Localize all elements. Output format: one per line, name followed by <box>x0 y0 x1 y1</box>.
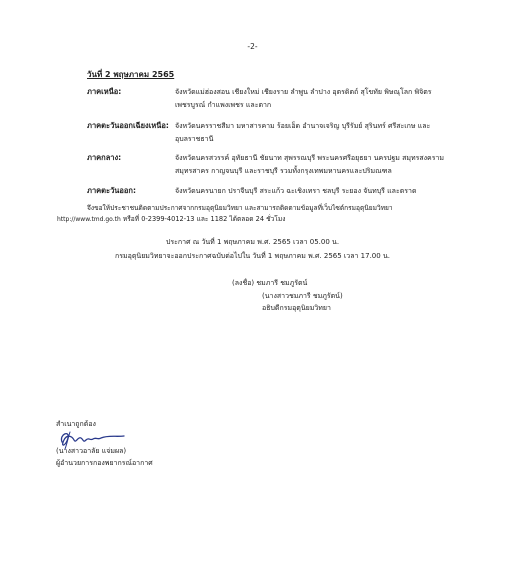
date-heading: วันที่ 2 พฤษภาคม 2565 <box>87 70 175 79</box>
note-line: จึงขอให้ประชาชนติดตามประกาศจากกรมอุตุนิยมวิทยา และสามารถติดตามข้อมูลที่เว็บไซต์กรมอุตุนิยมวิทยา <box>87 204 393 212</box>
signatory-title: อธิบดีกรมอุตุนิยมวิทยา <box>262 304 331 312</box>
region-line: จังหวัดนครสวรรค์ อุทัยธานี ชัยนาท สุพรรณบุรี พระนครศรีอยุธยา นครปฐม สมุทรสงคราม <box>175 154 445 162</box>
next-issue-line: กรมอุตุนิยมวิทยาจะออกประกาศฉบับต่อไปใน วันที่ 1 พฤษภาคม พ.ศ. 2565 เวลา 17.00 น. <box>115 252 390 260</box>
region-provinces <box>175 120 467 145</box>
advisory-note <box>57 203 477 225</box>
signatory-name: (นางสาวชมภารี ชมภูรัตน์) <box>262 291 343 300</box>
region-name: ภาคตะวันออก: <box>87 186 136 195</box>
region-line: จังหวัดแม่ฮ่องสอน เชียงใหม่ เชียงราย ลำพูน ลำปาง อุตรดิตถ์ สุโขทัย พิษณุโลก พิจิตร <box>175 88 432 96</box>
page-number: -2- <box>247 42 258 51</box>
certified-label: สำเนาถูกต้อง <box>56 420 96 428</box>
website-link[interactable]: http://www.tmd.go.th <box>57 216 121 223</box>
region-provinces <box>175 152 467 177</box>
region-provinces <box>175 86 467 111</box>
region-line: จังหวัดนครราชสีมา มหาสารคาม ร้อยเอ็ด อำนาจเจริญ บุรีรัมย์ สุรินทร์ ศรีสะเกษ และ <box>175 122 431 130</box>
region-name: ภาคกลาง: <box>87 153 122 162</box>
region-name: ภาคเหนือ: <box>87 87 122 96</box>
announce-line: ประกาศ ณ วันที่ 1 พฤษภาคม พ.ศ. 2565 เวลา 05.00 น. <box>165 238 340 246</box>
region-provinces <box>175 185 467 198</box>
region-line: จังหวัดนครนายก ปราจีนบุรี สระแก้ว ฉะเชิงเทรา ชลบุรี ระยอง จันทบุรี และตราด <box>175 187 417 195</box>
note-line <box>57 214 477 225</box>
region-line: สมุทรสาคร กาญจนบุรี และราชบุรี รวมทั้งกรุงเทพมหานครและปริมณฑล <box>175 166 392 175</box>
note-contact: หรือที่ 0-2399-4012-13 และ 1182 ได้ตลอด 24 ชั่วโมง <box>120 215 286 223</box>
region-name: ภาคตะวันออกเฉียงเหนือ: <box>87 121 169 130</box>
certifier-name: (นางสาวอาลัย แจ่มผล) <box>56 446 127 455</box>
signature-block <box>232 277 343 315</box>
signed-line: (ลงชื่อ) ชมภารี ชมภูรัตน์ <box>232 279 308 287</box>
handwritten-signature-icon <box>56 428 126 450</box>
region-line: เพชรบูรณ์ กำแพงเพชร และตาก <box>175 100 272 109</box>
region-line: อุบลราชธานี <box>175 134 214 143</box>
certifier-title: ผู้อำนวยการกองพยากรณ์อากาศ <box>56 459 153 467</box>
